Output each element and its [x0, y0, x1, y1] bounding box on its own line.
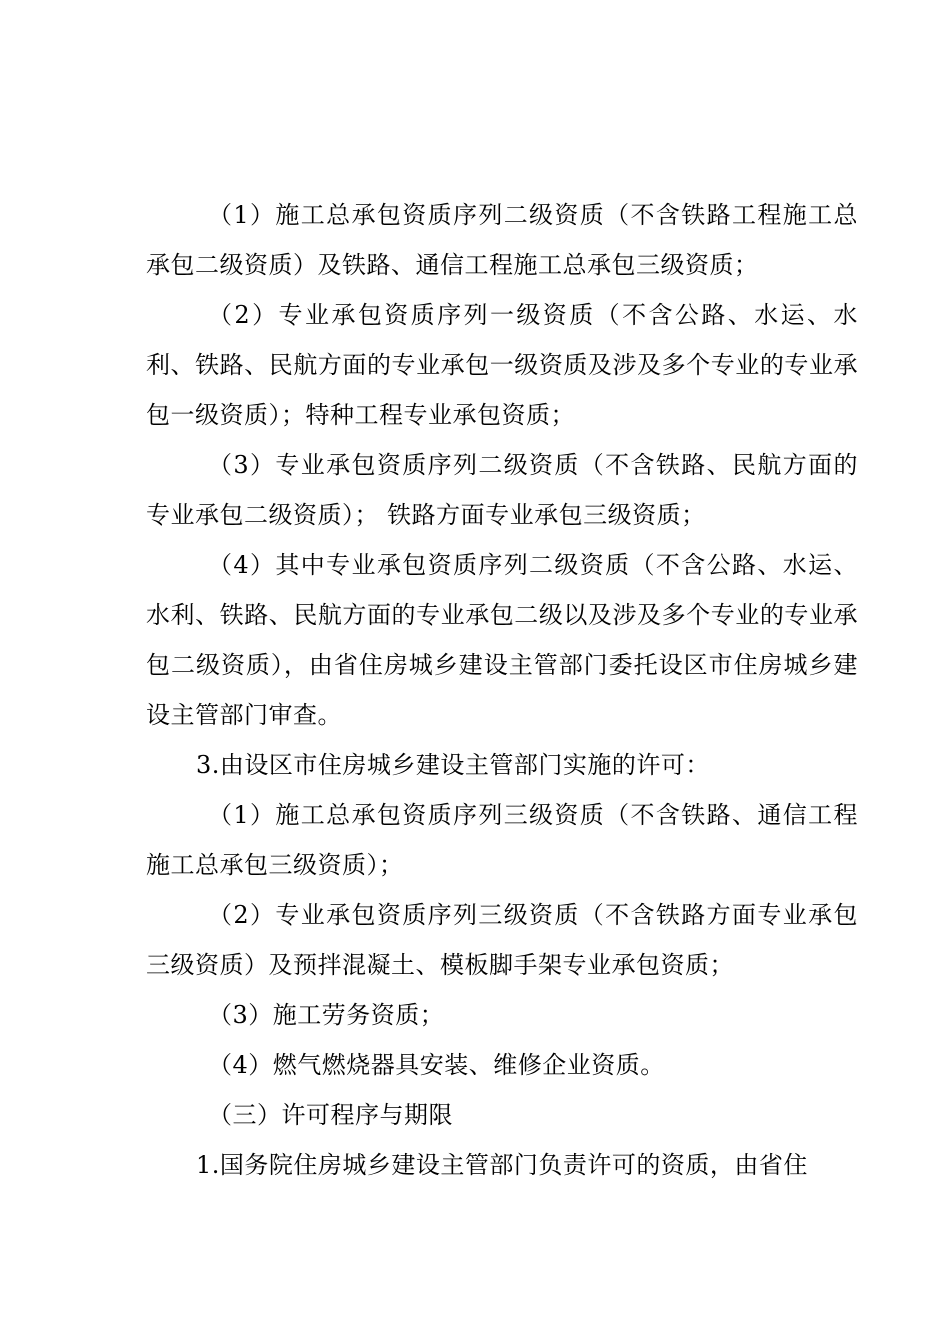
paragraph-gas-appliance-qualification: （4）燃气燃烧器具安装、维修企业资质。 — [208, 1051, 665, 1079]
paragraph-city-licensing-heading: 3.由设区市住房城乡建设主管部门实施的许可： — [196, 751, 710, 779]
paragraph-general-contract-level2: （1）施工总承包资质序列二级资质（不含铁路工程施工总承包二级资质）及铁路、通信工程施工总承包三级资质； — [146, 201, 858, 279]
paragraph-specialty-contract-level1: （2）专业承包资质序列一级资质（不含公路、水运、水利、铁路、民航方面的专业承包一级资质及涉及多个专业的专业承包一级资质）；特种工程专业承包资质； — [146, 301, 858, 429]
paragraph-general-contract-level3: （1）施工总承包资质序列三级资质（不含铁路、通信工程施工总承包三级资质）； — [146, 801, 858, 879]
document-body — [146, 190, 858, 1190]
paragraph-specialty-contract-level2: （3）专业承包资质序列二级资质（不含铁路、民航方面的专业承包二级资质）； 铁路方面专业承包三级资质； — [146, 451, 858, 529]
section-heading-procedure-and-deadline: （三）许可程序与期限 — [208, 1101, 453, 1129]
paragraph-specialty-contract-level3: （2）专业承包资质序列三级资质（不含铁路方面专业承包三级资质）及预拌混凝土、模板脚手架专业承包资质； — [146, 901, 858, 979]
paragraph-delegated-review: （4）其中专业承包资质序列二级资质（不含公路、水运、水利、铁路、民航方面的专业承包二级以及涉及多个专业的专业承包二级资质），由省住房城乡建设主管部门委托设区市住房城乡建设主管部门审查。 — [146, 551, 858, 729]
paragraph-state-council-qualification: 1.国务院住房城乡建设主管部门负责许可的资质，由省住 — [196, 1151, 808, 1179]
paragraph-labor-qualification: （3）施工劳务资质； — [208, 1001, 445, 1029]
